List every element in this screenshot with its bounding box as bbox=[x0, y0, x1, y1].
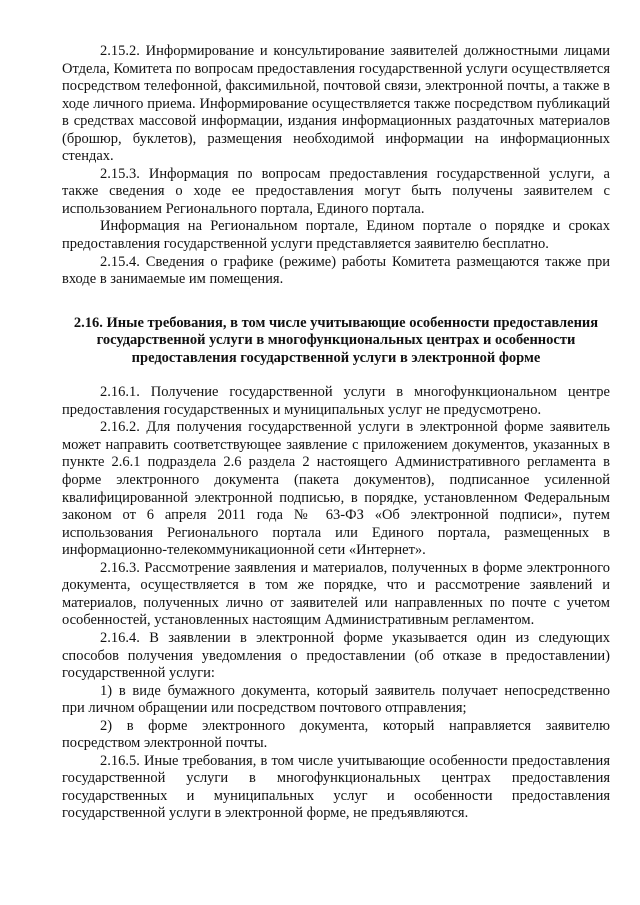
paragraph-2-16-2: 2.16.2. Для получения государственной услуги в электронной форме заявитель может направить соответствующее заявление с приложением документов, указанных в пункте 2.6.1 подраздела 2.6 раздела 2 настоящего Административного регламента в форме электронного документа (пакета документов), подписанное усиленной квалифицированной электронной подписью, в порядке, установленном Федеральным законом от 6 апреля 2011 года № 63-ФЗ «Об электронной подписи», путем использования Регионального портала или Единого портала, размещенных в информационно-телекоммуникационной сети «Интернет». bbox=[62, 419, 610, 559]
paragraph-2-16-4: 2.16.4. В заявлении в электронной форме указывается один из следующих способов получения уведомления о предоставлении (об отказе в предоставлении) государственной услуги: bbox=[62, 629, 610, 682]
paragraph-2-15-3: 2.15.3. Информация по вопросам предоставления государственной услуги, а также сведения о ходе ее предоставления могут быть получены заявителем с использованием Регионального портала, Единого портала. bbox=[62, 165, 610, 217]
list-item-paper-document: 1) в виде бумажного документа, который заявитель получает непосредственно при личном обращении или посредством почтового отправления; bbox=[62, 682, 610, 717]
paragraph-2-16-5: 2.16.5. Иные требования, в том числе учитывающие особенности предоставления государственной услуги в многофункциональных центрах предоставления государственных и муниципальных услуг и особенности предоставления государственной услуги в электронной форме, не предъявляются. bbox=[62, 752, 610, 822]
paragraph-regional-portal-info: Информация на Региональном портале, Едином портале о порядке и сроках предоставления государственной услуги представляется заявителю бесплатно. bbox=[62, 218, 610, 253]
paragraph-2-15-2: 2.15.2. Информирование и консультирование заявителей должностными лицами Отдела, Комитета по вопросам предоставления государственной услуги осуществляется посредством телефонной, факсимильной, почтовой связи, электронной почты, а также в ходе личного приема. Информирование осуществляется также посредством публикаций в средствах массовой информации, издания информационных раздаточных материалов (брошюр, буклетов), размещения необходимой информации на информационных стендах. bbox=[62, 43, 610, 165]
paragraph-2-16-1: 2.16.1. Получение государственной услуги в многофункциональном центре предоставления государственных и муниципальных услуг не предусмотрено. bbox=[62, 384, 610, 418]
paragraph-2-16-3: 2.16.3. Рассмотрение заявления и материалов, полученных в форме электронного документа, осуществляется в том же порядке, что и рассмотрение заявлений и материалов, полученных лично от заявителей или направленных по почте с учетом особенностей, установленных настоящим Административным регламентом. bbox=[62, 559, 610, 629]
paragraph-2-15-4: 2.15.4. Сведения о графике (режиме) работы Комитета размещаются также при входе в занимаемые им помещения. bbox=[62, 253, 610, 288]
section-heading-2-16: 2.16. Иные требования, в том числе учитывающие особенности предоставления государственной услуги в многофункциональных центрах и особенности предоставления государственной услуги в электронной форме bbox=[73, 314, 599, 366]
list-item-electronic-document: 2) в форме электронного документа, который направляется заявителю посредством электронной почты. bbox=[62, 717, 610, 752]
